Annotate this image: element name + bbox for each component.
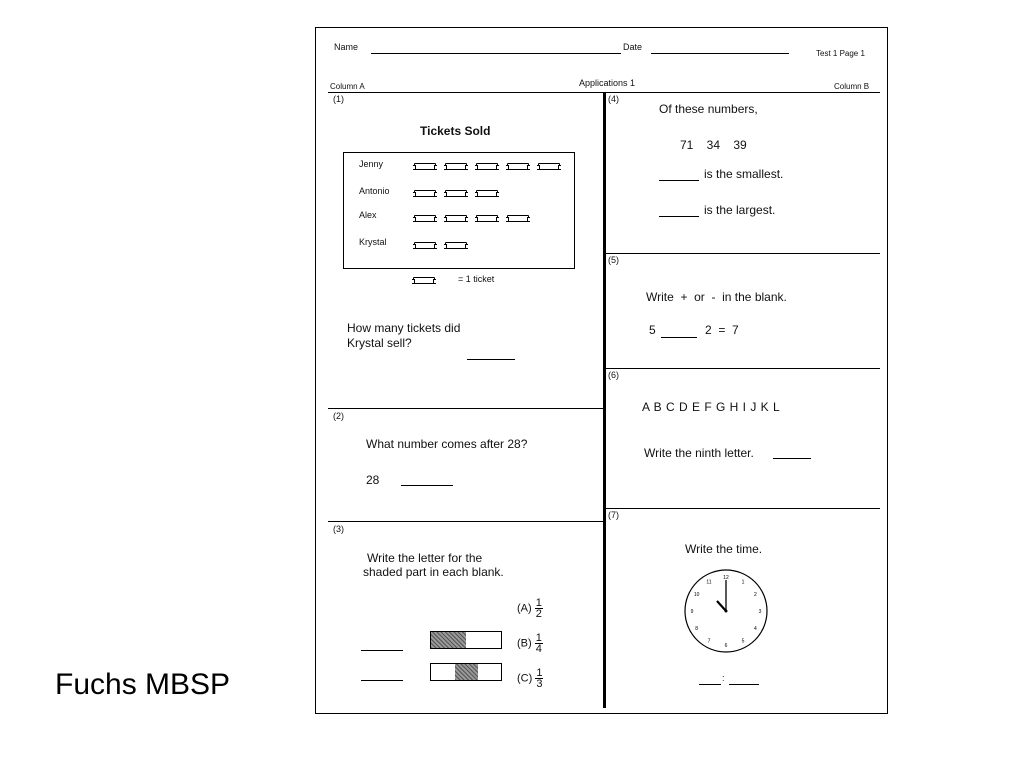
pictograph-name: Krystal [359,237,387,247]
q3-instruction-line1: Write the letter for the [367,551,483,565]
fraction [535,668,543,689]
ticket-icon [445,242,467,249]
q6-bottom-rule [606,508,880,509]
q1-question-line1: How many tickets did [347,321,461,335]
ticket-icon [445,190,467,197]
q7-number: (7) [608,510,619,520]
ticket-icon [414,215,436,222]
ticket-icon [538,163,560,170]
clock-numeral: 4 [754,626,757,632]
q5-left-number: 5 [649,323,656,337]
fraction-bar-1 [430,631,502,649]
pictograph-name: Jenny [359,159,384,169]
ticket-icon [476,215,498,222]
name-label: Name [334,42,359,52]
q4-number: (4) [608,94,619,104]
q3-option-c [517,668,543,689]
option-label: (C) [517,672,533,685]
option-label: (A) [517,602,532,615]
ticket-icon [476,163,498,170]
ticket-icon [414,163,436,170]
q3-option-a [517,598,543,619]
q4-numbers: 71 34 39 [680,138,747,152]
q5-right-side: 2 = 7 [705,323,739,337]
q2-given-number: 28 [366,473,380,487]
q4-smallest-blank [659,180,699,181]
option-label: (B) [517,637,532,650]
clock-numeral: 1 [741,579,745,586]
date-label: Date [623,42,643,52]
ticket-key-label: = 1 ticket [458,274,495,284]
fraction [535,633,543,654]
clock-numeral: 6 [724,643,728,649]
q1-bottom-rule [328,408,603,409]
q1-number: (1) [333,94,344,104]
column-divider [603,92,606,708]
q7-minute-blank [729,684,759,685]
q4-intro: Of these numbers, [659,102,758,116]
ticket-key-icon [413,277,435,284]
q1-answer-blank [467,359,515,360]
q5-instruction: Write + or - in the blank. [646,290,787,304]
slide-caption: Fuchs MBSP [55,668,231,701]
ticket-icon [476,190,498,197]
clock-numeral: 5 [741,638,745,645]
clock-numeral: 10 [693,592,700,598]
q3-answer-blank-1 [361,650,403,651]
clock-numeral: 3 [758,609,762,615]
numerator: 1 [535,597,542,609]
q6-answer-blank [773,458,811,459]
q1-chart-title: Tickets Sold [420,124,491,138]
q6-question: Write the ninth letter. [644,446,754,460]
fraction-bar-2 [430,663,502,681]
date-line [651,53,789,54]
ticket-icon [414,190,436,197]
q1-question-line2: Krystal sell? [347,336,412,350]
q4-bottom-rule [606,253,880,254]
analog-clock-icon [683,568,769,654]
denominator: 4 [535,643,542,655]
q2-answer-blank [401,485,453,486]
pictograph-name: Antonio [359,186,390,196]
pictograph-box [343,152,575,269]
ticket-icon [507,163,529,170]
applications-title: Applications 1 [579,78,636,88]
pictograph-name: Alex [359,210,377,220]
ticket-icon [445,215,467,222]
column-a-label: Column A [330,82,365,91]
q4-largest-blank [659,216,699,217]
clock-numeral: 8 [695,626,698,632]
clock-center [725,610,728,613]
shaded-part [455,664,478,680]
q7-hour-blank [699,684,721,685]
clock-numeral: 11 [706,579,712,586]
q5-number: (5) [608,255,619,265]
q3-answer-blank-2 [361,680,403,681]
worksheet [315,27,888,714]
q2-question: What number comes after 28? [366,437,528,451]
q3-instruction-line2: shaded part in each blank. [363,565,504,579]
denominator: 2 [535,608,542,620]
ticket-icon [414,242,436,249]
q5-answer-blank [661,337,697,338]
clock-numeral: 2 [754,592,757,598]
numerator: 1 [535,632,542,644]
shaded-part [431,632,466,648]
q2-number: (2) [333,411,344,421]
q3-number: (3) [333,524,344,534]
clock-numeral: 12 [723,575,729,581]
q4-smallest-text: is the smallest. [704,167,784,181]
denominator: 3 [536,678,543,690]
name-line [371,53,621,54]
q4-largest-text: is the largest. [704,203,776,217]
clock-numeral: 7 [707,638,711,645]
q3-option-b [517,633,543,654]
q6-letters: A B C D E F G H I J K L [642,400,780,414]
column-b-label: Column B [834,82,870,91]
ticket-icon [445,163,467,170]
q2-bottom-rule [328,521,603,522]
test-page-label: Test 1 Page 1 [816,49,865,58]
q6-number: (6) [608,370,619,380]
ticket-icon [507,215,529,222]
q5-bottom-rule [606,368,880,369]
q7-colon: : [722,673,725,683]
fraction [535,598,543,619]
q7-instruction: Write the time. [685,542,763,556]
clock-numeral: 9 [690,609,694,615]
numerator: 1 [536,667,543,679]
